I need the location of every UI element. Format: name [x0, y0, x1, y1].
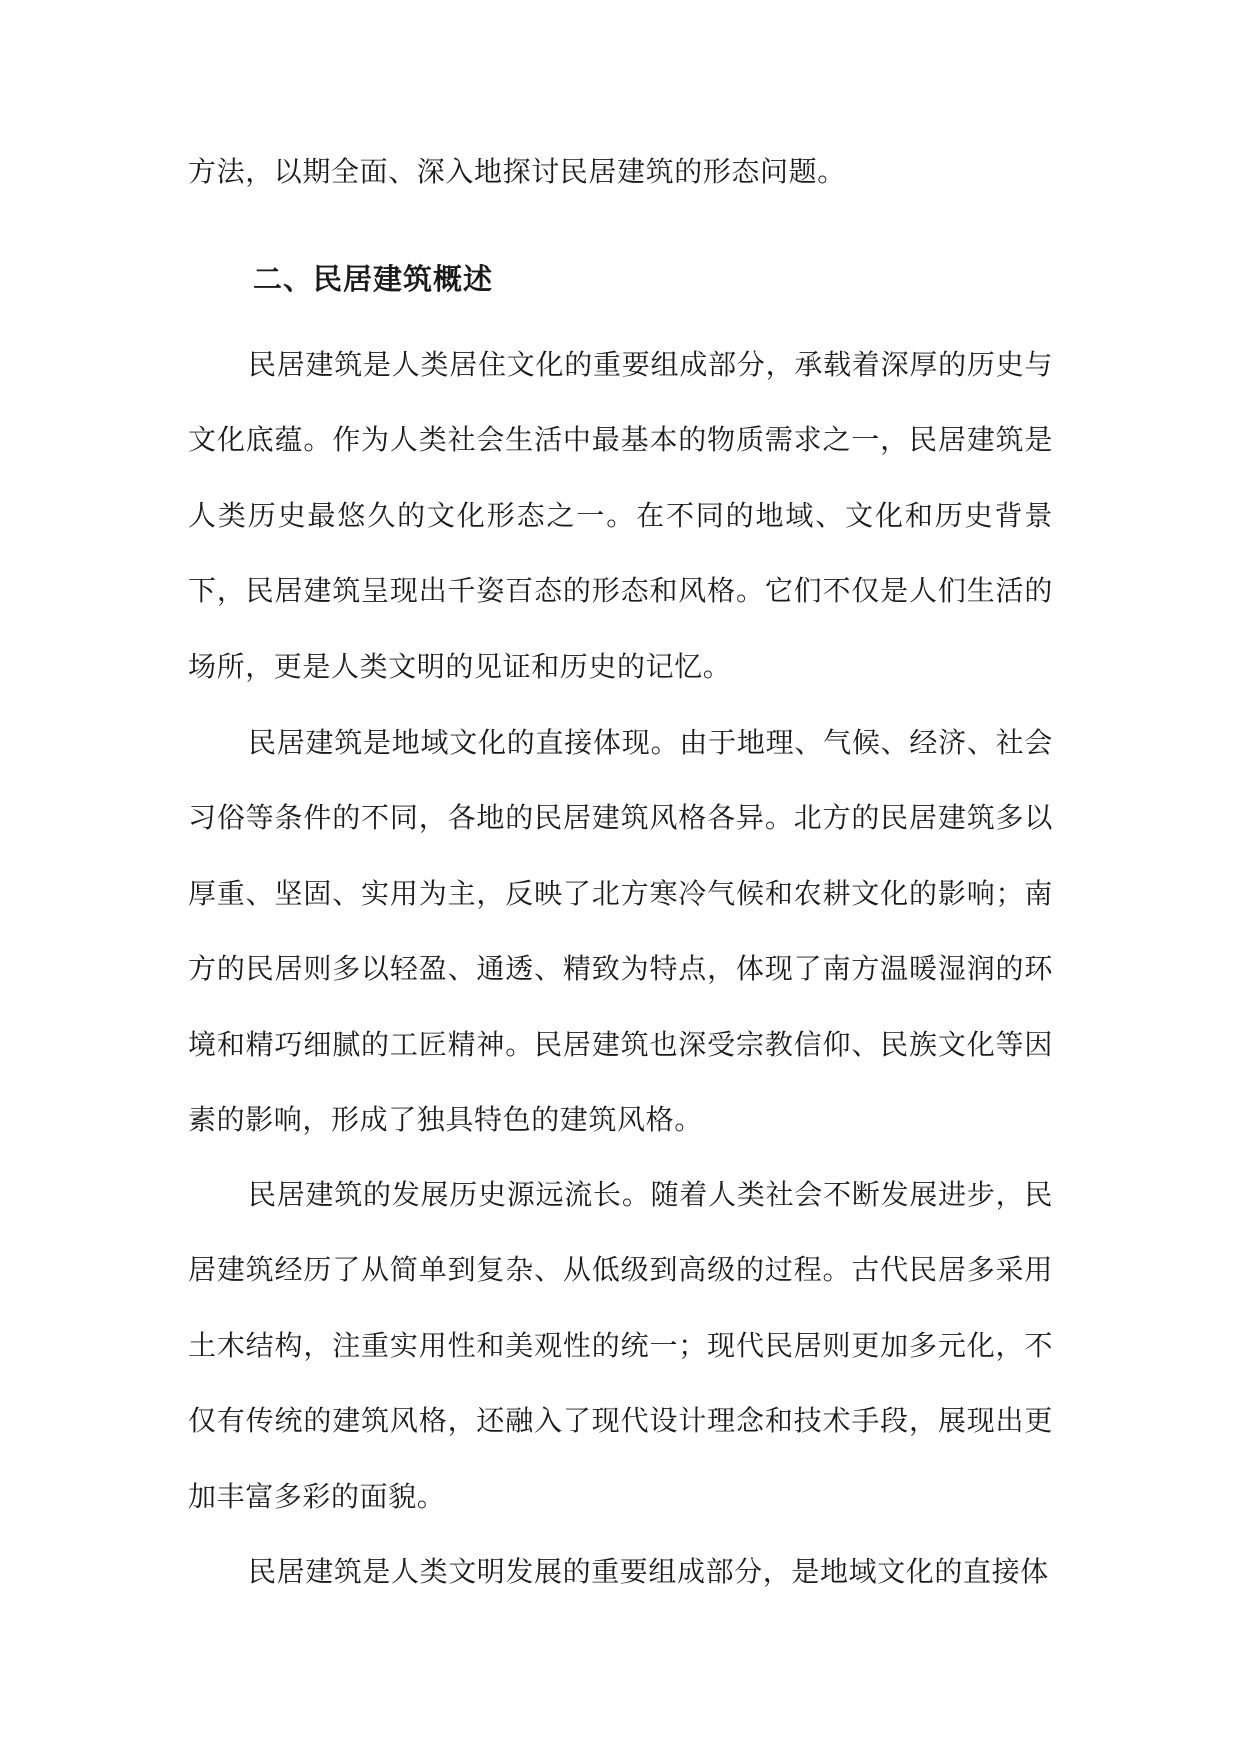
paragraph-civilization: 民居建筑是人类文明发展的重要组成部分，是地域文化的直接体	[248, 1555, 1049, 1588]
paragraph-history: 民居建筑的发展历史源远流长。随着人类社会不断发展进步，民居建筑经历了从简单到复杂、从低级到高级的过程。古代民居多采用土木结构，注重实用性和美观性的统一；现代民居则更加多元化，不仅有传统的建筑风格，还融入了现代设计理念和技术手段，展现出更加丰富多彩的面貌。	[188, 1178, 1053, 1513]
paragraph-regional-culture: 民居建筑是地域文化的直接体现。由于地理、气候、经济、社会习俗等条件的不同，各地的民居建筑风格各异。北方的民居建筑多以厚重、坚固、实用为主，反映了北方寒冷气候和农耕文化的影响；南方的民居则多以轻盈、通透、精致为特点，体现了南方温暖湿润的环境和精巧细腻的工匠精神。民居建筑也深受宗教信仰、民族文化等因素的影响，形成了独具特色的建筑风格。	[188, 726, 1053, 1137]
section-heading: 二、民居建筑概述	[253, 262, 494, 296]
paragraph-overview: 民居建筑是人类居住文化的重要组成部分，承载着深厚的历史与文化底蕴。作为人类社会生活中最基本的物质需求之一，民居建筑是人类历史最悠久的文化形态之一。在不同的地域、文化和历史背景下，民居建筑呈现出千姿百态的形态和风格。它们不仅是人们生活的场所，更是人类文明的见证和历史的记忆。	[188, 348, 1053, 683]
continuation-paragraph: 方法，以期全面、深入地探讨民居建筑的形态问题。	[188, 155, 846, 188]
